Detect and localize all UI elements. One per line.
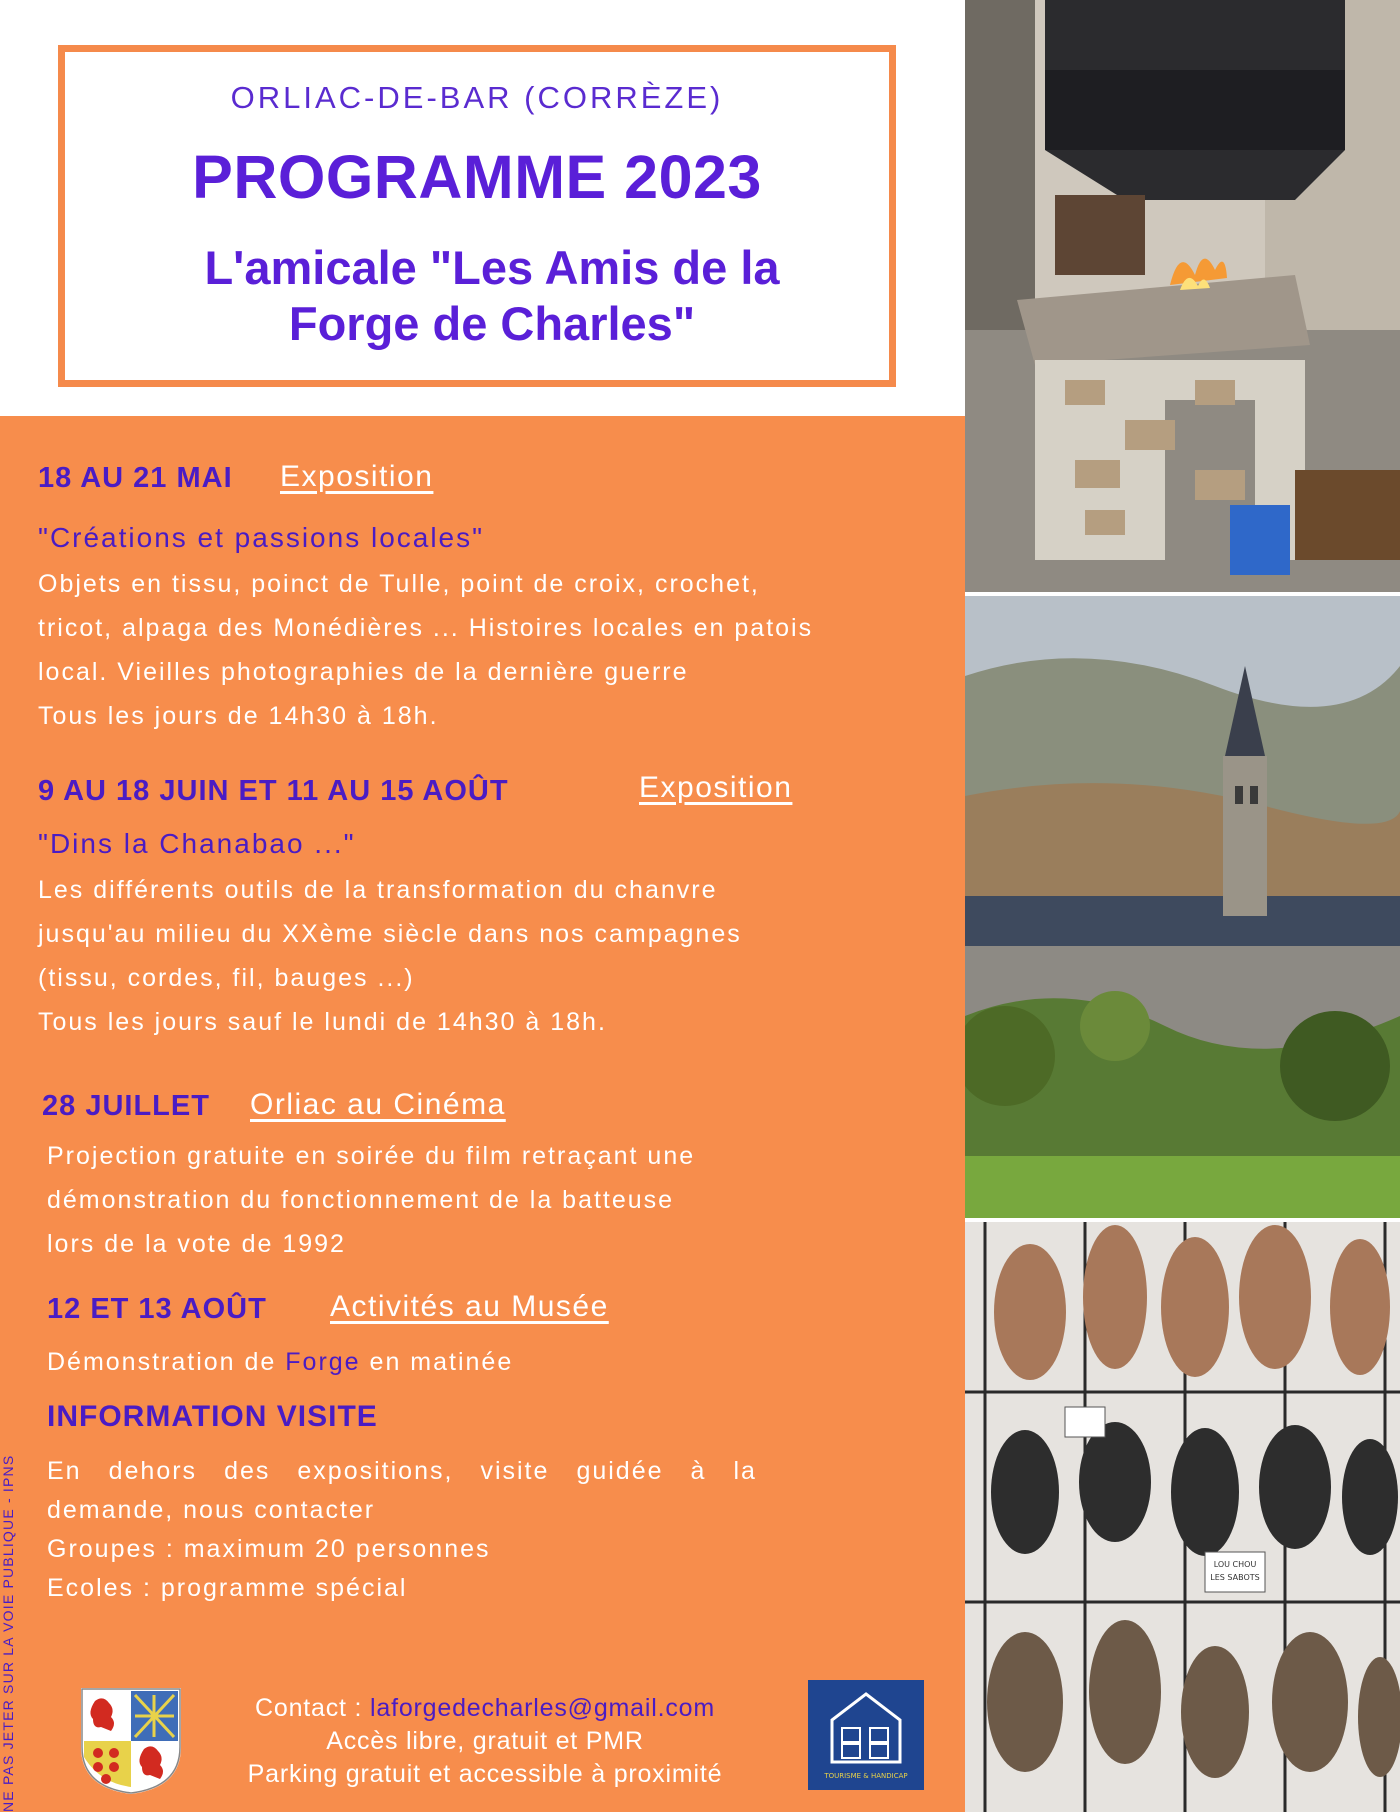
event-1-line: Objets en tissu, poinct de Tulle, point de croix, crochet, <box>38 570 760 598</box>
clog-tag-2: LES SABOTS <box>1210 1573 1260 1582</box>
association-line-2: Forge de Charles" <box>288 297 696 350</box>
clog-tag-1: LOU CHOU <box>1213 1560 1257 1569</box>
event-1-line: local. Vieilles photographies de la dernière guerre <box>38 658 689 686</box>
info-line-1 <box>47 1452 757 1491</box>
event-4-text-start: Démonstration de <box>47 1348 277 1376</box>
event-1-date: 18 AU 21 MAI <box>38 462 233 494</box>
info-title: INFORMATION VISITE <box>47 1400 378 1433</box>
parking-info: Parking gratuit et accessible à proximité <box>247 1760 723 1788</box>
event-1-line: tricot, alpaga des Monédières ... Histoires locales en patois <box>38 614 814 642</box>
event-2-line: Tous les jours sauf le lundi de 14h30 à 18h. <box>38 1008 607 1036</box>
event-1-line: Tous les jours de 14h30 à 18h. <box>38 702 439 730</box>
photo-clogs <box>965 1222 1400 1812</box>
side-notice: NE PAS JETER SUR LA VOIE PUBLIQUE - IPNS <box>0 1454 16 1812</box>
event-3-description <box>47 1134 695 1266</box>
contact-line <box>200 1692 770 1725</box>
association-name <box>105 240 879 352</box>
contact-label: Contact : <box>255 1694 363 1722</box>
info-word: dehors <box>108 1457 198 1485</box>
coat-of-arms-icon <box>80 1687 182 1795</box>
event-4-date: 12 ET 13 AOÛT <box>47 1293 267 1325</box>
info-word: la <box>733 1457 757 1485</box>
event-2-description <box>38 868 742 1044</box>
village-church-image <box>965 596 1400 1218</box>
photo-forge <box>965 0 1400 592</box>
event-2-line: jusqu'au milieu du XXème siècle dans nos campagnes <box>38 920 742 948</box>
event-2-title: "Dins la Chanabao ..." <box>38 828 356 859</box>
event-4-type: Activités au Musée <box>330 1290 609 1323</box>
event-4-highlight: Forge <box>285 1348 361 1376</box>
info-text <box>47 1452 757 1608</box>
forge-hearth-image <box>965 0 1400 592</box>
info-word: visite <box>480 1457 550 1485</box>
accessibility-house-icon <box>808 1680 924 1790</box>
event-1-type: Exposition <box>280 460 434 493</box>
contact-block <box>200 1692 770 1791</box>
info-word: guidée <box>576 1457 664 1485</box>
event-1-title: "Créations et passions locales" <box>38 522 485 553</box>
logo-caption: TOURISME & HANDICAP <box>824 1772 908 1780</box>
event-2-line: Les différents outils de la transformation du chanvre <box>38 876 718 904</box>
info-word: En <box>47 1457 82 1485</box>
event-3-line: démonstration du fonctionnement de la batteuse <box>47 1186 675 1214</box>
event-3-type: Orliac au Cinéma <box>250 1088 506 1121</box>
program-title: PROGRAMME 2023 <box>192 143 762 211</box>
wooden-clogs-image <box>965 1222 1400 1812</box>
event-3-line: lors de la vote de 1992 <box>47 1230 346 1258</box>
location-subtitle: ORLIAC-DE-BAR (CORRÈZE) <box>230 80 724 115</box>
association-line-1: L'amicale "Les Amis de la <box>204 241 780 294</box>
info-line-2: demande, nous contacter <box>47 1496 376 1524</box>
event-4-text-end: en matinée <box>369 1348 514 1376</box>
info-word: expositions, <box>297 1457 454 1485</box>
event-1-description <box>38 562 813 738</box>
tourisme-handicap-logo <box>808 1680 924 1790</box>
contact-email-link[interactable]: laforgedecharles@gmail.com <box>370 1694 715 1722</box>
title-frame <box>58 45 896 387</box>
event-2-line: (tissu, cordes, fil, bauges ...) <box>38 964 415 992</box>
access-info: Accès libre, gratuit et PMR <box>326 1727 644 1755</box>
event-3-line: Projection gratuite en soirée du film retraçant une <box>47 1142 696 1170</box>
info-word: à <box>690 1457 707 1485</box>
info-line-3: Groupes : maximum 20 personnes <box>47 1535 491 1563</box>
info-word: des <box>224 1457 271 1485</box>
event-4-description <box>47 1340 513 1384</box>
photo-village <box>965 596 1400 1218</box>
event-2-date: 9 AU 18 JUIN ET 11 AU 15 AOÛT <box>38 775 509 807</box>
event-3-date: 28 JUILLET <box>42 1090 210 1122</box>
info-line-4: Ecoles : programme spécial <box>47 1574 408 1602</box>
event-2-type: Exposition <box>639 771 793 804</box>
